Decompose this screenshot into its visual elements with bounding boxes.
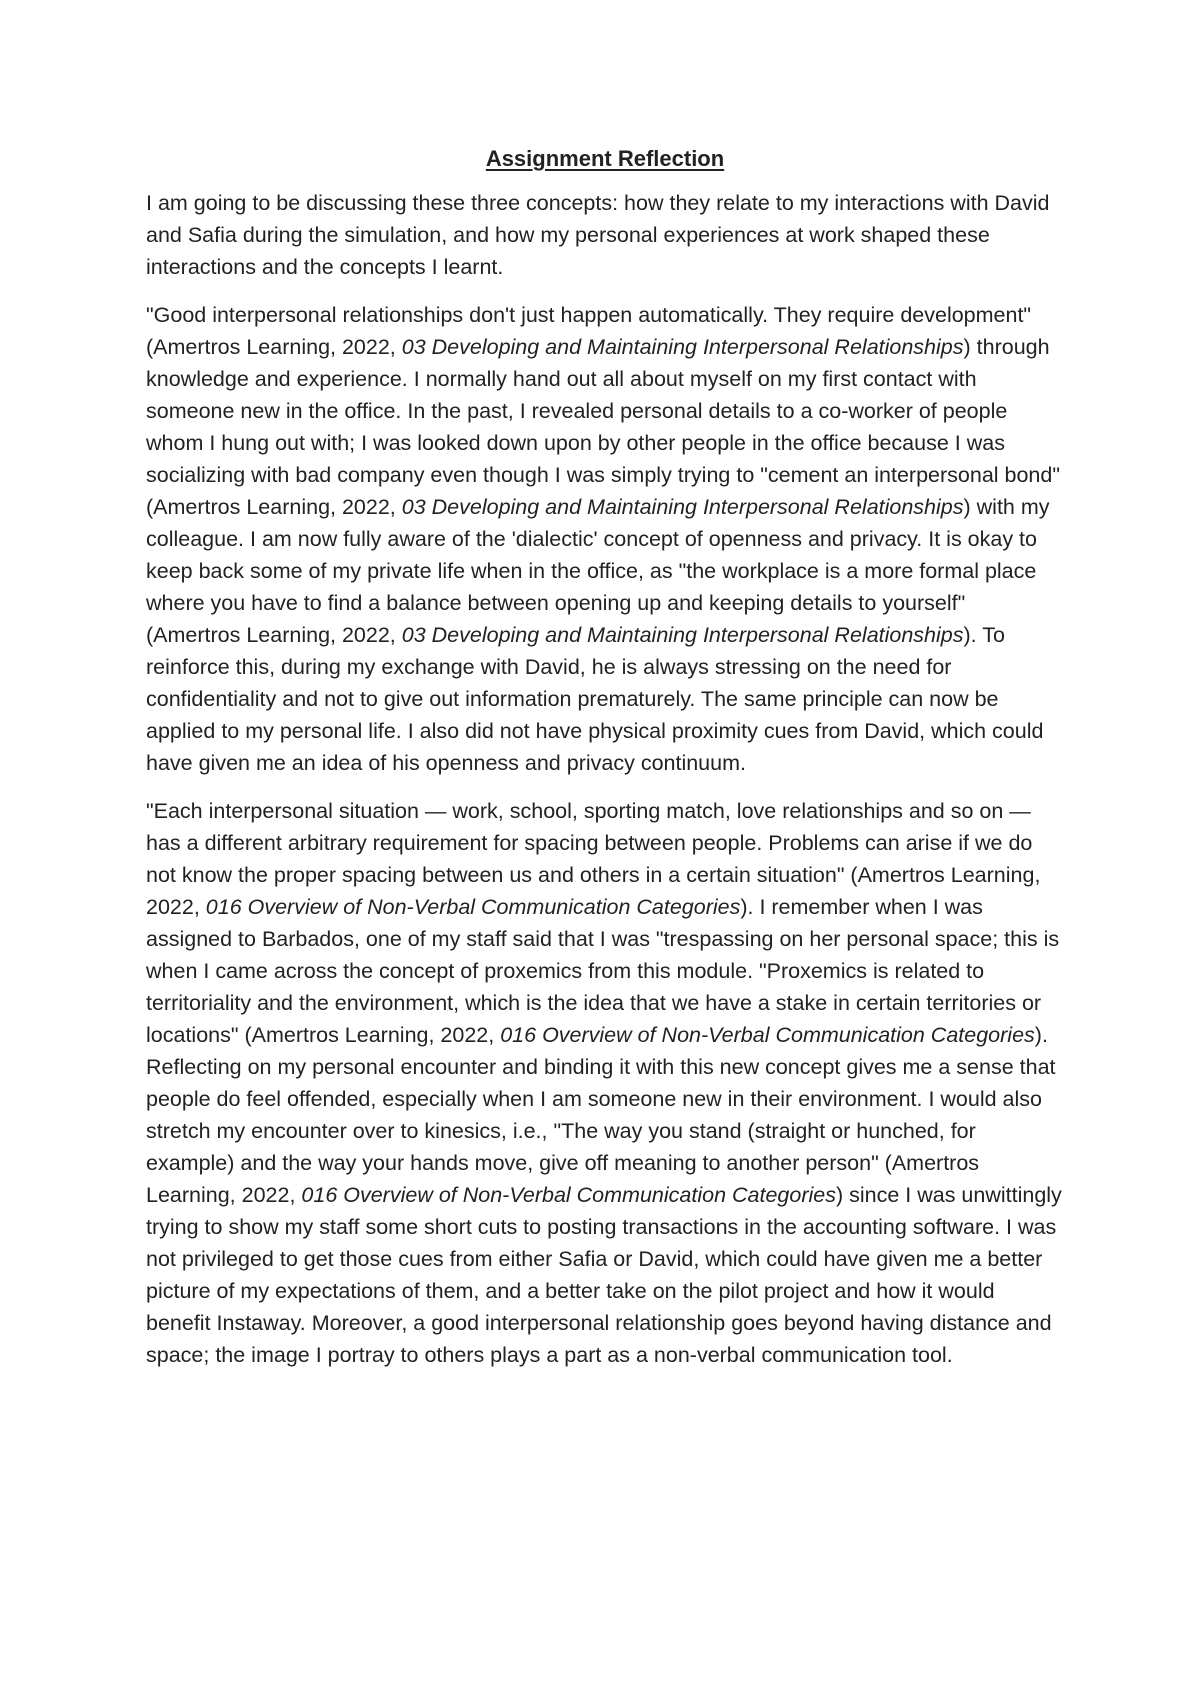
citation-title: 03 Developing and Maintaining Interpersonal Relationships (401, 623, 964, 647)
citation-title: 03 Developing and Maintaining Interpersonal Relationships (401, 335, 964, 359)
citation-title: 016 Overview of Non-Verbal Communication Categories (301, 1183, 836, 1207)
paragraph-text: ). Reflecting on my personal encounter and binding it with this new concept gives me a sense that people do feel offended, especially when I am someone new in their environment. I would also stretch my encounter over to kinesics, i.e., "The way you stand (straight or hunched, for example) and the way your hands move, give off meaning to another person" (Amertros Learning, 2022, (146, 1023, 1056, 1207)
paragraph-text: ). To reinforce this, during my exchange with David, he is always stressing on the need for confidentiality and not to give out information prematurely. The same principle can now be applied to my personal life. I also did not have physical proximity cues from David, which could have given me an idea of his openness and privacy continuum. (146, 623, 1044, 775)
paragraph-text: ) through knowledge and experience. I normally hand out all about myself on my first contact with someone new in the office. In the past, I revealed personal details to a co-worker of people whom I hung out with; I was looked down upon by other people in the office because I was socializing with bad company even though I was simply trying to "cement an interpersonal bond" (Amertros Learning, 2022, (146, 335, 1060, 519)
paragraph-intro (146, 187, 1064, 283)
paragraph-text: ) since I was unwittingly trying to show my staff some short cuts to posting transactions in the accounting software. I was not privileged to get those cues from either Safia or David, which could have given me a better picture of my expectations of them, and a better take on the pilot project and how it would benefit Instaway. Moreover, a good interpersonal relationship goes beyond having distance and space; the image I portray to others plays a part as a non-verbal communication tool. (146, 1183, 1062, 1367)
paragraph-text: ). I remember when I was assigned to Barbados, one of my staff said that I was "trespassing on her personal space; this is when I came across the concept of proxemics from this module. "Proxemics is related to territoriality and the environment, which is the idea that we have a stake in certain territories or locations" (Amertros Learning, 2022, (146, 895, 1060, 1047)
paragraph-text: "Each interpersonal situation — work, school, sporting match, love relationships and so on — has a different arbitrary requirement for spacing between people. Problems can arise if we do not know the proper spacing between us and others in a certain situation" (Amertros Learning, 2022, (146, 799, 1041, 919)
citation-title: 03 Developing and Maintaining Interpersonal Relationships (401, 495, 964, 519)
paragraph-text: ) with my colleague. I am now fully aware of the 'dialectic' concept of openness and privacy. It is okay to keep back some of my private life when in the office, as "the workplace is a more formal place where you have to find a balance between opening up and keeping details to yourself" (Amertros Learning, 2022, (146, 495, 1050, 647)
citation-title: 016 Overview of Non-Verbal Communication Categories (500, 1023, 1035, 1047)
document-page (146, 143, 1064, 1387)
paragraph-text: "Good interpersonal relationships don't just happen automatically. They require development" (Amertros Learning, 2022, (146, 303, 1032, 359)
citation-title: 016 Overview of Non-Verbal Communication Categories (205, 895, 741, 919)
paragraph-text: I am going to be discussing these three concepts: how they relate to my interactions with David and Safia during the simulation, and how my personal experiences at work shaped these interactions and the concepts I learnt. (146, 191, 1050, 279)
paragraph-non-verbal-communication (146, 795, 1064, 1371)
document-title: Assignment Reflection (485, 146, 725, 171)
paragraph-interpersonal-relationships (146, 299, 1064, 779)
